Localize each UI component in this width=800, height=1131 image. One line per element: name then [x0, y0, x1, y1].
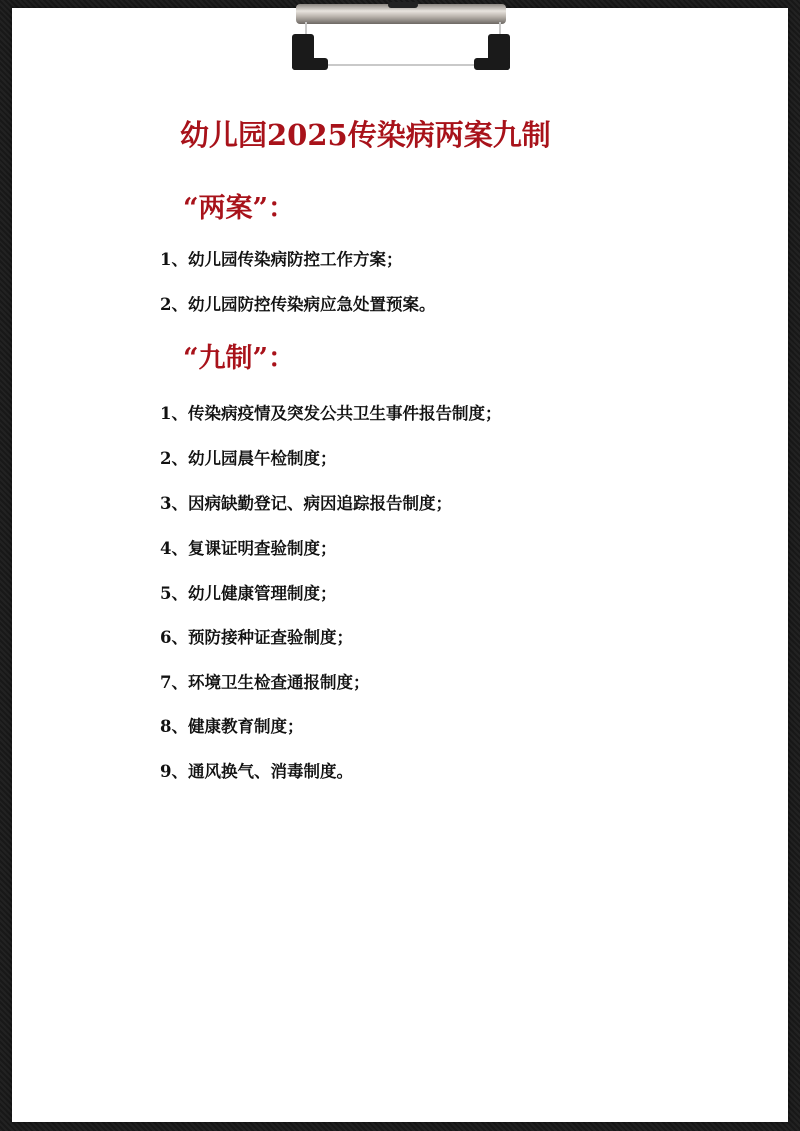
list-item: 6、预防接种证查验制度； [160, 628, 353, 647]
clip-foot-left [292, 58, 328, 70]
clip-knob [388, 2, 418, 8]
section-heading-two-plans: “两案”： [183, 193, 296, 224]
list-item: 1、传染病疫情及突发公共卫生事件报告制度； [160, 404, 502, 423]
section-heading-nine-systems: “九制”： [183, 343, 296, 374]
clip-foot-right [474, 58, 510, 70]
list-item: 2、幼儿园防控传染病应急处置预案。 [160, 295, 436, 314]
list-item: 1、幼儿园传染病防控工作方案； [160, 250, 403, 269]
document-title: 幼儿园2025传染病两案九制 [180, 118, 551, 152]
list-item: 3、因病缺勤登记、病因追踪报告制度； [160, 494, 452, 513]
list-item: 8、健康教育制度； [160, 717, 304, 736]
clip-wire [305, 22, 501, 66]
list-item: 7、环境卫生检查通报制度； [160, 673, 370, 692]
list-item: 2、幼儿园晨午检制度； [160, 449, 337, 468]
paper-sheet [12, 8, 788, 1122]
list-item: 9、通风换气、消毒制度。 [160, 762, 353, 781]
list-item: 5、幼儿健康管理制度； [160, 584, 337, 603]
list-item: 4、复课证明查验制度； [160, 539, 337, 558]
